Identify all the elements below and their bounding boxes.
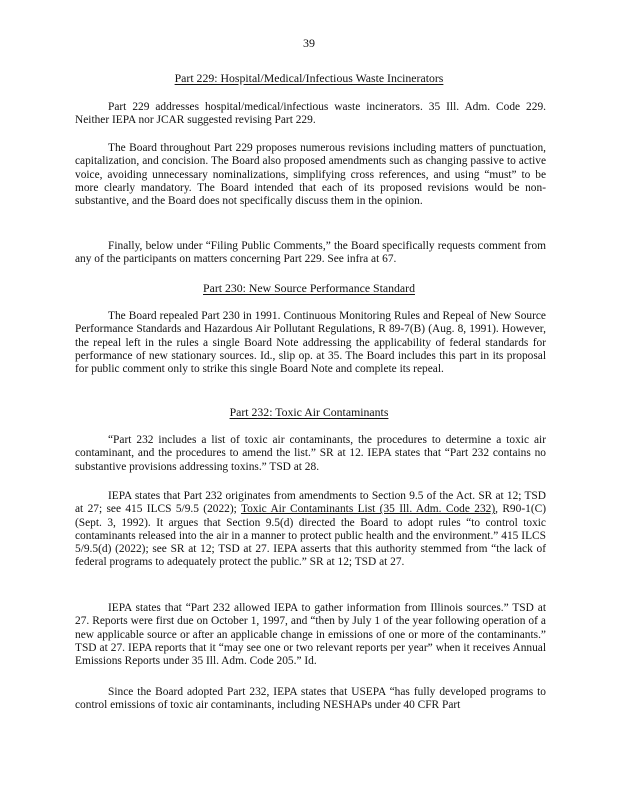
paragraph: “Part 232 includes a list of toxic air contaminants, the procedures to determine a toxic air contaminant, and the procedures to amend the list.” SR at 12. IEPA states that “Part 232 contains no substantive provisions addressing toxins.” TSD at 28. xyxy=(75,434,546,473)
paragraph: IEPA states that Part 232 originates from amendments to Section 9.5 of the Act. SR at 12; TSD at 27; see 415 ILCS 5/9.5 (2022); Toxic Air Contaminants List (35 Ill. Adm. Code 232), R90-1(C) (Sept. 3, 1992). It argues that Section 9.5(d) directed the Board to adopt rules “to control toxic contaminants released into the air in a manner to protect public health and the environment.” 415 ILCS 5/9.5(d) (2022); see SR at 12; TSD at 27. IEPA asserts that this authority stemmed from “the lack of federal programs to adequately protect the public.” SR at 12; TSD at 27. xyxy=(75,490,546,569)
page-number: 39 xyxy=(303,36,315,50)
section-heading-part-229: Part 229: Hospital/Medical/Infectious Waste Incinerators xyxy=(174,71,444,85)
paragraph: Since the Board adopted Part 232, IEPA states that USEPA “has fully developed programs to control emissions of toxic air contaminants, including NESHAPs under 40 CFR Part xyxy=(75,686,546,712)
paragraph: The Board throughout Part 229 proposes numerous revisions including matters of punctuation, capitalization, and concision. The Board also proposed amendments such as changing passive to active voice, avoiding unnecessary nominalizations, simplifying cross references, and using “must” to be more clearly mandatory. The Board intended that each of its proposed revisions would be non-substantive, and the Board does not specifically discuss them in the opinion. xyxy=(75,142,546,208)
case-citation-link: Toxic Air Contaminants List (35 Ill. Adm. Code 232) xyxy=(240,503,496,516)
paragraph: Finally, below under “Filing Public Comments,” the Board specifically requests comment from any of the participants on matters concerning Part 229. See infra at 67. xyxy=(75,240,546,266)
section-heading-part-230: Part 230: New Source Performance Standard xyxy=(203,281,415,295)
section-heading-part-232: Part 232: Toxic Air Contaminants xyxy=(229,405,389,419)
paragraph: Part 229 addresses hospital/medical/infectious waste incinerators. 35 Ill. Adm. Code 229. Neither IEPA nor JCAR suggested revising Part 229. xyxy=(75,101,546,127)
paragraph: IEPA states that “Part 232 allowed IEPA to gather information from Illinois sources.” TSD at 27. Reports were first due on October 1, 1997, and “then by July 1 of the year following operation of a new applicable source or after an applicable change in emissions of one or more of the contaminants.” TSD at 27. IEPA reports that it “may see one or two relevant reports per year” when it receives Annual Emissions Reports under 35 Ill. Adm. Code 205.” Id. xyxy=(75,602,546,668)
paragraph: The Board repealed Part 230 in 1991. Continuous Monitoring Rules and Repeal of New Source Performance Standards and Hazardous Air Pollutant Regulations, R 89-7(B) (Aug. 8, 1991). However, the repeal left in the rules a single Board Note addressing the applicability of federal standards for performance of new stationary sources. Id., slip op. at 35. The Board includes this part in its proposal for public comment only to strike this single Board Note and complete its repeal. xyxy=(75,310,546,376)
